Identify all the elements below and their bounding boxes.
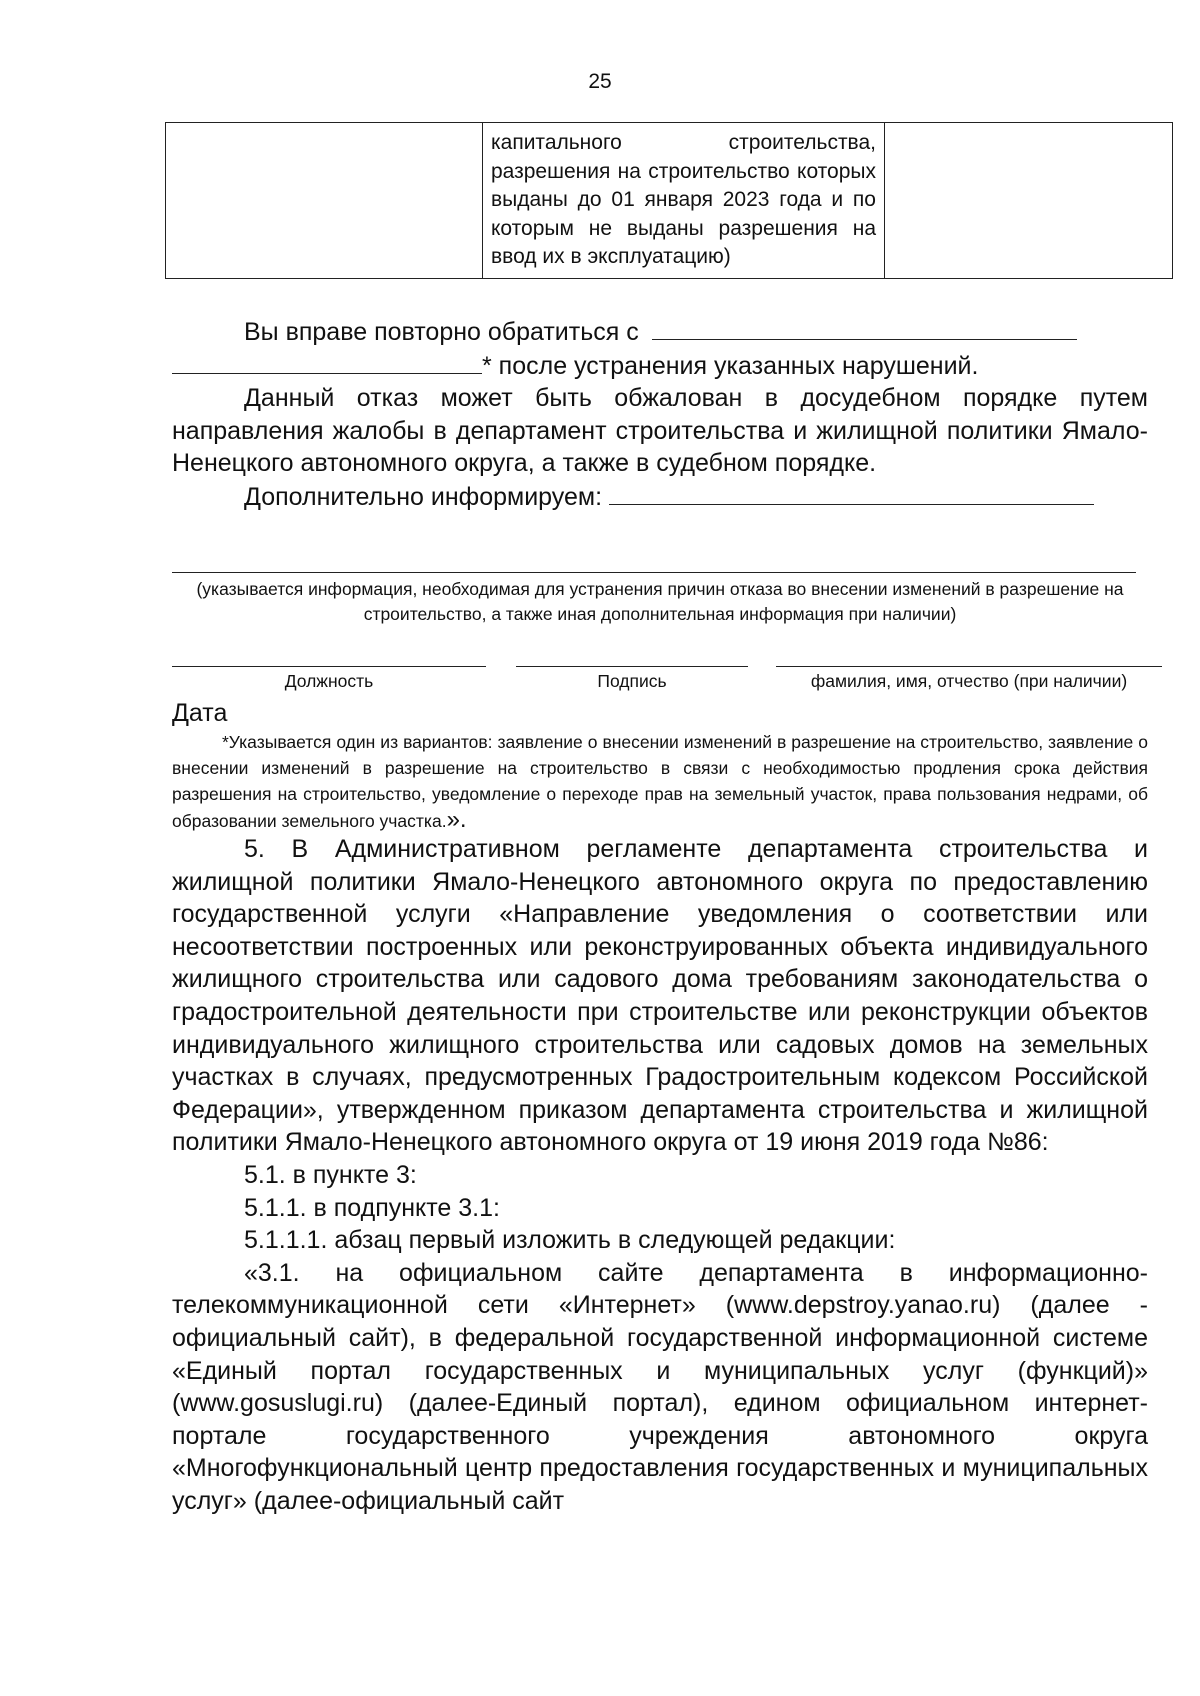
page-number: 25 (588, 70, 612, 93)
item-5-1-1-1: 5.1.1.1. абзац первый изложить в следующей редакции: (244, 1226, 896, 1255)
additional-info-label: Дополнительно информируем: (244, 482, 603, 511)
footnote-text: *Указывается один из вариантов: заявление о внесении изменений в разрешение на строительство, заявление о внесении изменений в разрешение на строительство в связи с необходимостью продления срока действия разрешения на строительство, уведомление о переходе прав на земельный участок, права пользования недрами, об образовании земельного участка. (172, 732, 1148, 831)
table-cell-1 (166, 123, 483, 279)
signature-position: Должность (172, 666, 486, 692)
additional-info-line (172, 480, 1148, 514)
item-5: 5. В Административном регламенте департамента строительства и жилищной политики Ямало-Ненецкого автономного округа по предоставлению государственной услуги «Направление уведомления о соответствии или несоответствии построенных или реконструированных объекта индивидуального жилищного строительства или садового дома требованиям законодательства о градостроительной деятельности при строительстве или реконструкции объектов индивидуального жилищного строительства или садовых домов на земельных участках в случаях, предусмотренных Градостроительным кодексом Российской Федерации», утвержденном приказом департамента строительства и жилищной политики Ямало-Ненецкого автономного округа от 19 июня 2019 года №86: (172, 835, 1148, 1157)
footnote-paragraph (172, 729, 1148, 834)
reapply-prefix: Вы вправе повторно обратиться с (244, 318, 639, 346)
letter-body (172, 315, 1148, 514)
footnote (172, 729, 1148, 834)
item-5-1: 5.1. в пункте 3: (244, 1160, 417, 1189)
table-row (166, 123, 1173, 279)
footnote-close: ». (446, 806, 467, 833)
reapply-line-2 (172, 349, 1148, 383)
additional-info-blank (609, 480, 1094, 505)
additional-info-line-2 (172, 572, 1136, 573)
reapply-blank-2 (172, 349, 482, 374)
item-5-1-1: 5.1.1. в подпункте 3.1: (244, 1193, 500, 1222)
appeal-paragraph: Данный отказ может быть обжалован в досудебном порядке путем направления жалобы в департамент строительства и жилищной политики Ямало-Ненецкого автономного округа, а также в судебном порядке. (172, 384, 1148, 478)
reapply-suffix: * после устранения указанных нарушений. (482, 351, 979, 380)
quote-3-1: «3.1. на официальном сайте департамента в информационно-телекоммуникационной сети «Интернет» (www.depstroy.yanao.ru) (далее - официальный сайт), в федеральной государственной информационной системе «Единый портал государственных и муниципальных услуг (функций)» (www.gosuslugi.ru) (далее-Единый портал), едином официальном интернет-портале государственного учреждения автономного округа «Многофункциональный центр предоставления государственных и муниципальных услуг» (далее-официальный сайт (172, 1258, 1148, 1515)
additional-info-hint: (указывается информация, необходимая для устранения причин отказа во внесении изменений в разрешение на строительство, а также иная дополнительная информация при наличии) (196, 579, 1124, 624)
reapply-line (172, 315, 1148, 349)
table-fragment (165, 122, 1173, 279)
date-label: Дата (172, 699, 228, 727)
signature-name: фамилия, имя, отчество (при наличии) (776, 666, 1162, 692)
table-cell-3 (885, 123, 1173, 279)
table-cell-2: капитального строительства, разрешения на строительство которых выданы до 01 января 2023 года и по которым не выданы разрешения на ввод их в эксплуатацию) (483, 123, 885, 279)
reapply-blank (652, 315, 1077, 340)
signature-sign: Подпись (516, 666, 748, 692)
amendments-section (172, 833, 1148, 1517)
